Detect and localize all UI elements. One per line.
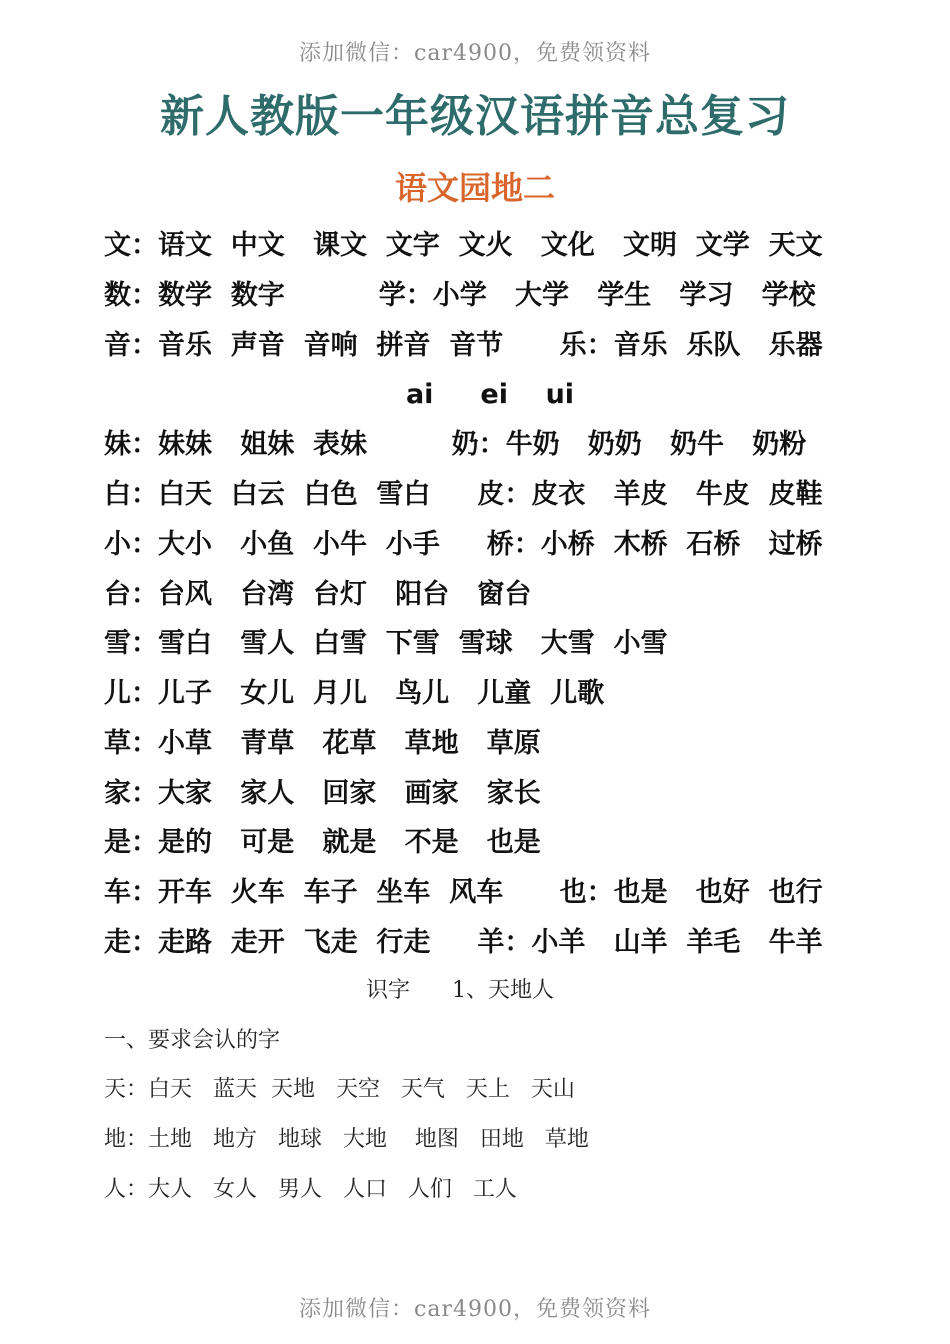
page-title: 新人教版一年级汉语拼音总复习 <box>160 91 790 142</box>
lesson-heading: 识字 1、天地人 <box>366 978 554 1003</box>
word-row: 儿：儿子 女儿 月儿 鸟儿 儿童 儿歌 <box>104 678 605 709</box>
word-row: 数：数学 数字 学：小学 大学 学生 学习 学校 <box>104 280 816 311</box>
word-row: 走：走路 走开 飞走 行走 羊：小羊 山羊 羊毛 牛羊 <box>104 927 823 958</box>
pinyin-heading: ai ei ui <box>405 379 575 410</box>
section-subtitle: 语文园地二 <box>394 169 555 207</box>
word-row: 文：语文 中文 课文 文字 文火 文化 文明 文学 天文 <box>104 230 823 261</box>
word-row: 家：大家 家人 回家 画家 家长 <box>104 778 541 809</box>
watermark-bottom: 添加微信：car4900，免费领资料 <box>299 1297 651 1322</box>
word-row: 白：白天 白云 白色 雪白 皮：皮衣 羊皮 牛皮 皮鞋 <box>104 479 823 510</box>
section-heading: 一、要求会认的字 <box>104 1028 281 1053</box>
word-row: 妹：妹妹 姐妹 表妹 奶：牛奶 奶奶 奶牛 奶粉 <box>104 429 807 460</box>
word-row: 地：土地 地方 地球 大地 地图 田地 草地 <box>104 1127 589 1152</box>
watermark-top: 添加微信：car4900，免费领资料 <box>299 41 651 66</box>
word-row: 是：是的 可是 就是 不是 也是 <box>104 827 541 858</box>
word-row: 小：大小 小鱼 小牛 小手 桥：小桥 木桥 石桥 过桥 <box>104 529 823 560</box>
word-row: 音：音乐 声音 音响 拼音 音节 乐：音乐 乐队 乐器 <box>104 330 823 361</box>
word-row: 人：大人 女人 男人 人口 人们 工人 <box>104 1177 517 1202</box>
word-row: 天：白天 蓝天 天地 天空 天气 天上 天山 <box>104 1077 575 1102</box>
word-row: 雪：雪白 雪人 白雪 下雪 雪球 大雪 小雪 <box>104 628 668 659</box>
word-row: 草：小草 青草 花草 草地 草原 <box>104 728 541 759</box>
word-row: 车：开车 火车 车子 坐车 风车 也：也是 也好 也行 <box>104 877 823 908</box>
word-row: 台：台风 台湾 台灯 阳台 窗台 <box>104 579 532 610</box>
